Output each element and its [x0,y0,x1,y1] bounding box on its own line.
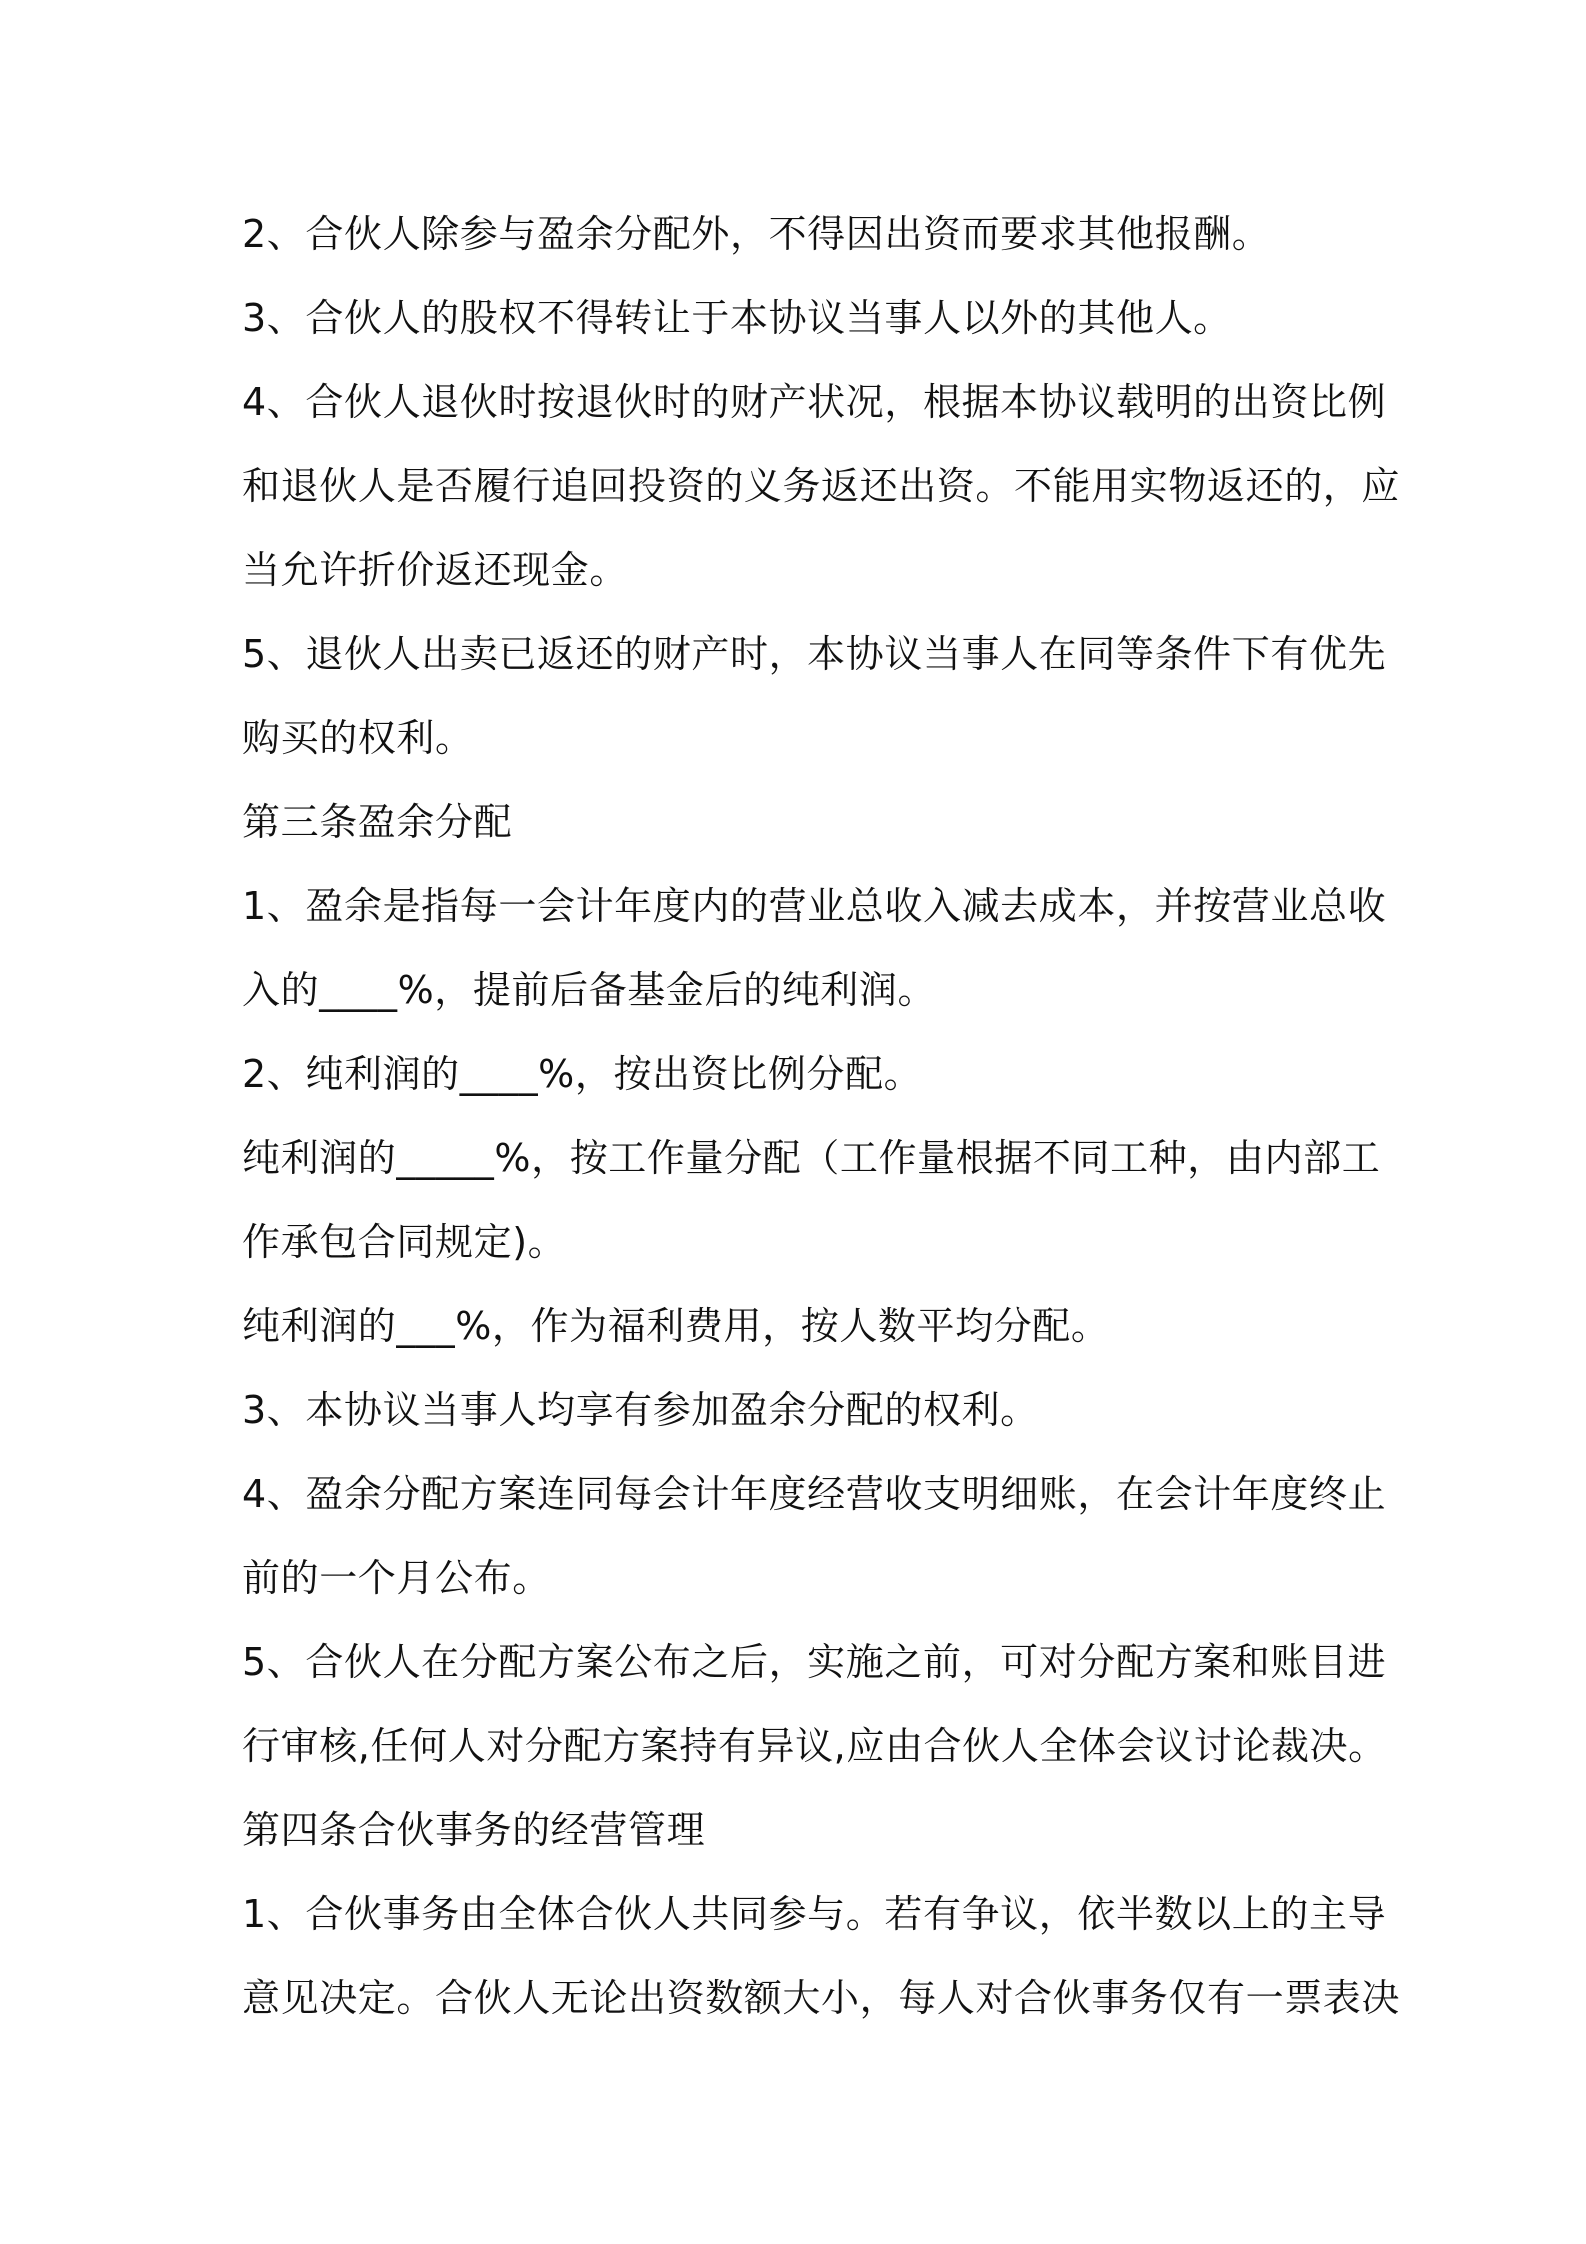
text-line: 2、纯利润的____%，按出资比例分配。 [242,1052,923,1096]
text-line: 纯利润的___%，作为福利费用，按人数平均分配。 [242,1304,1110,1348]
document-body [242,192,1401,2040]
text-line: 3、本协议当事人均享有参加盈余分配的权利。 [242,1388,1039,1432]
text-line: 和退伙人是否履行追回投资的义务返还出资。不能用实物返还的，应 [242,464,1401,508]
text-line: 入的____%，提前后备基金后的纯利润。 [242,968,937,1012]
text-line: 意见决定。合伙人无论出资数额大小，每人对合伙事务仅有一票表决 [242,1976,1401,2020]
text-line: 纯利润的_____%，按工作量分配（工作量根据不同工种，由内部工 [242,1136,1381,1180]
text-line: 1、盈余是指每一会计年度内的营业总收入减去成本，并按营业总收 [242,884,1387,928]
text-line: 5、退伙人出卖已返还的财产时，本协议当事人在同等条件下有优先 [242,632,1387,676]
text-line: 5、合伙人在分配方案公布之后，实施之前，可对分配方案和账目进 [242,1640,1387,1684]
text-line: 购买的权利。 [242,716,474,760]
text-line: 4、盈余分配方案连同每会计年度经营收支明细账，在会计年度终止 [242,1472,1387,1516]
text-line: 1、合伙事务由全体合伙人共同参与。若有争议，依半数以上的主导 [242,1892,1387,1936]
text-line: 前的一个月公布。 [242,1556,551,1600]
section-heading: 第四条合伙事务的经营管理 [242,1808,706,1852]
text-line: 当允许折价返还现金。 [242,548,629,592]
text-line: 4、合伙人退伙时按退伙时的财产状况，根据本协议载明的出资比例 [242,380,1387,424]
text-line: 3、合伙人的股权不得转让于本协议当事人以外的其他人。 [242,296,1232,340]
text-line: 行审核,任何人对分配方案持有异议,应由合伙人全体会议讨论裁决。 [242,1724,1387,1768]
text-line: 作承包合同规定)。 [242,1220,567,1264]
section-heading: 第三条盈余分配 [242,800,513,844]
text-line: 2、合伙人除参与盈余分配外，不得因出资而要求其他报酬。 [242,212,1271,256]
